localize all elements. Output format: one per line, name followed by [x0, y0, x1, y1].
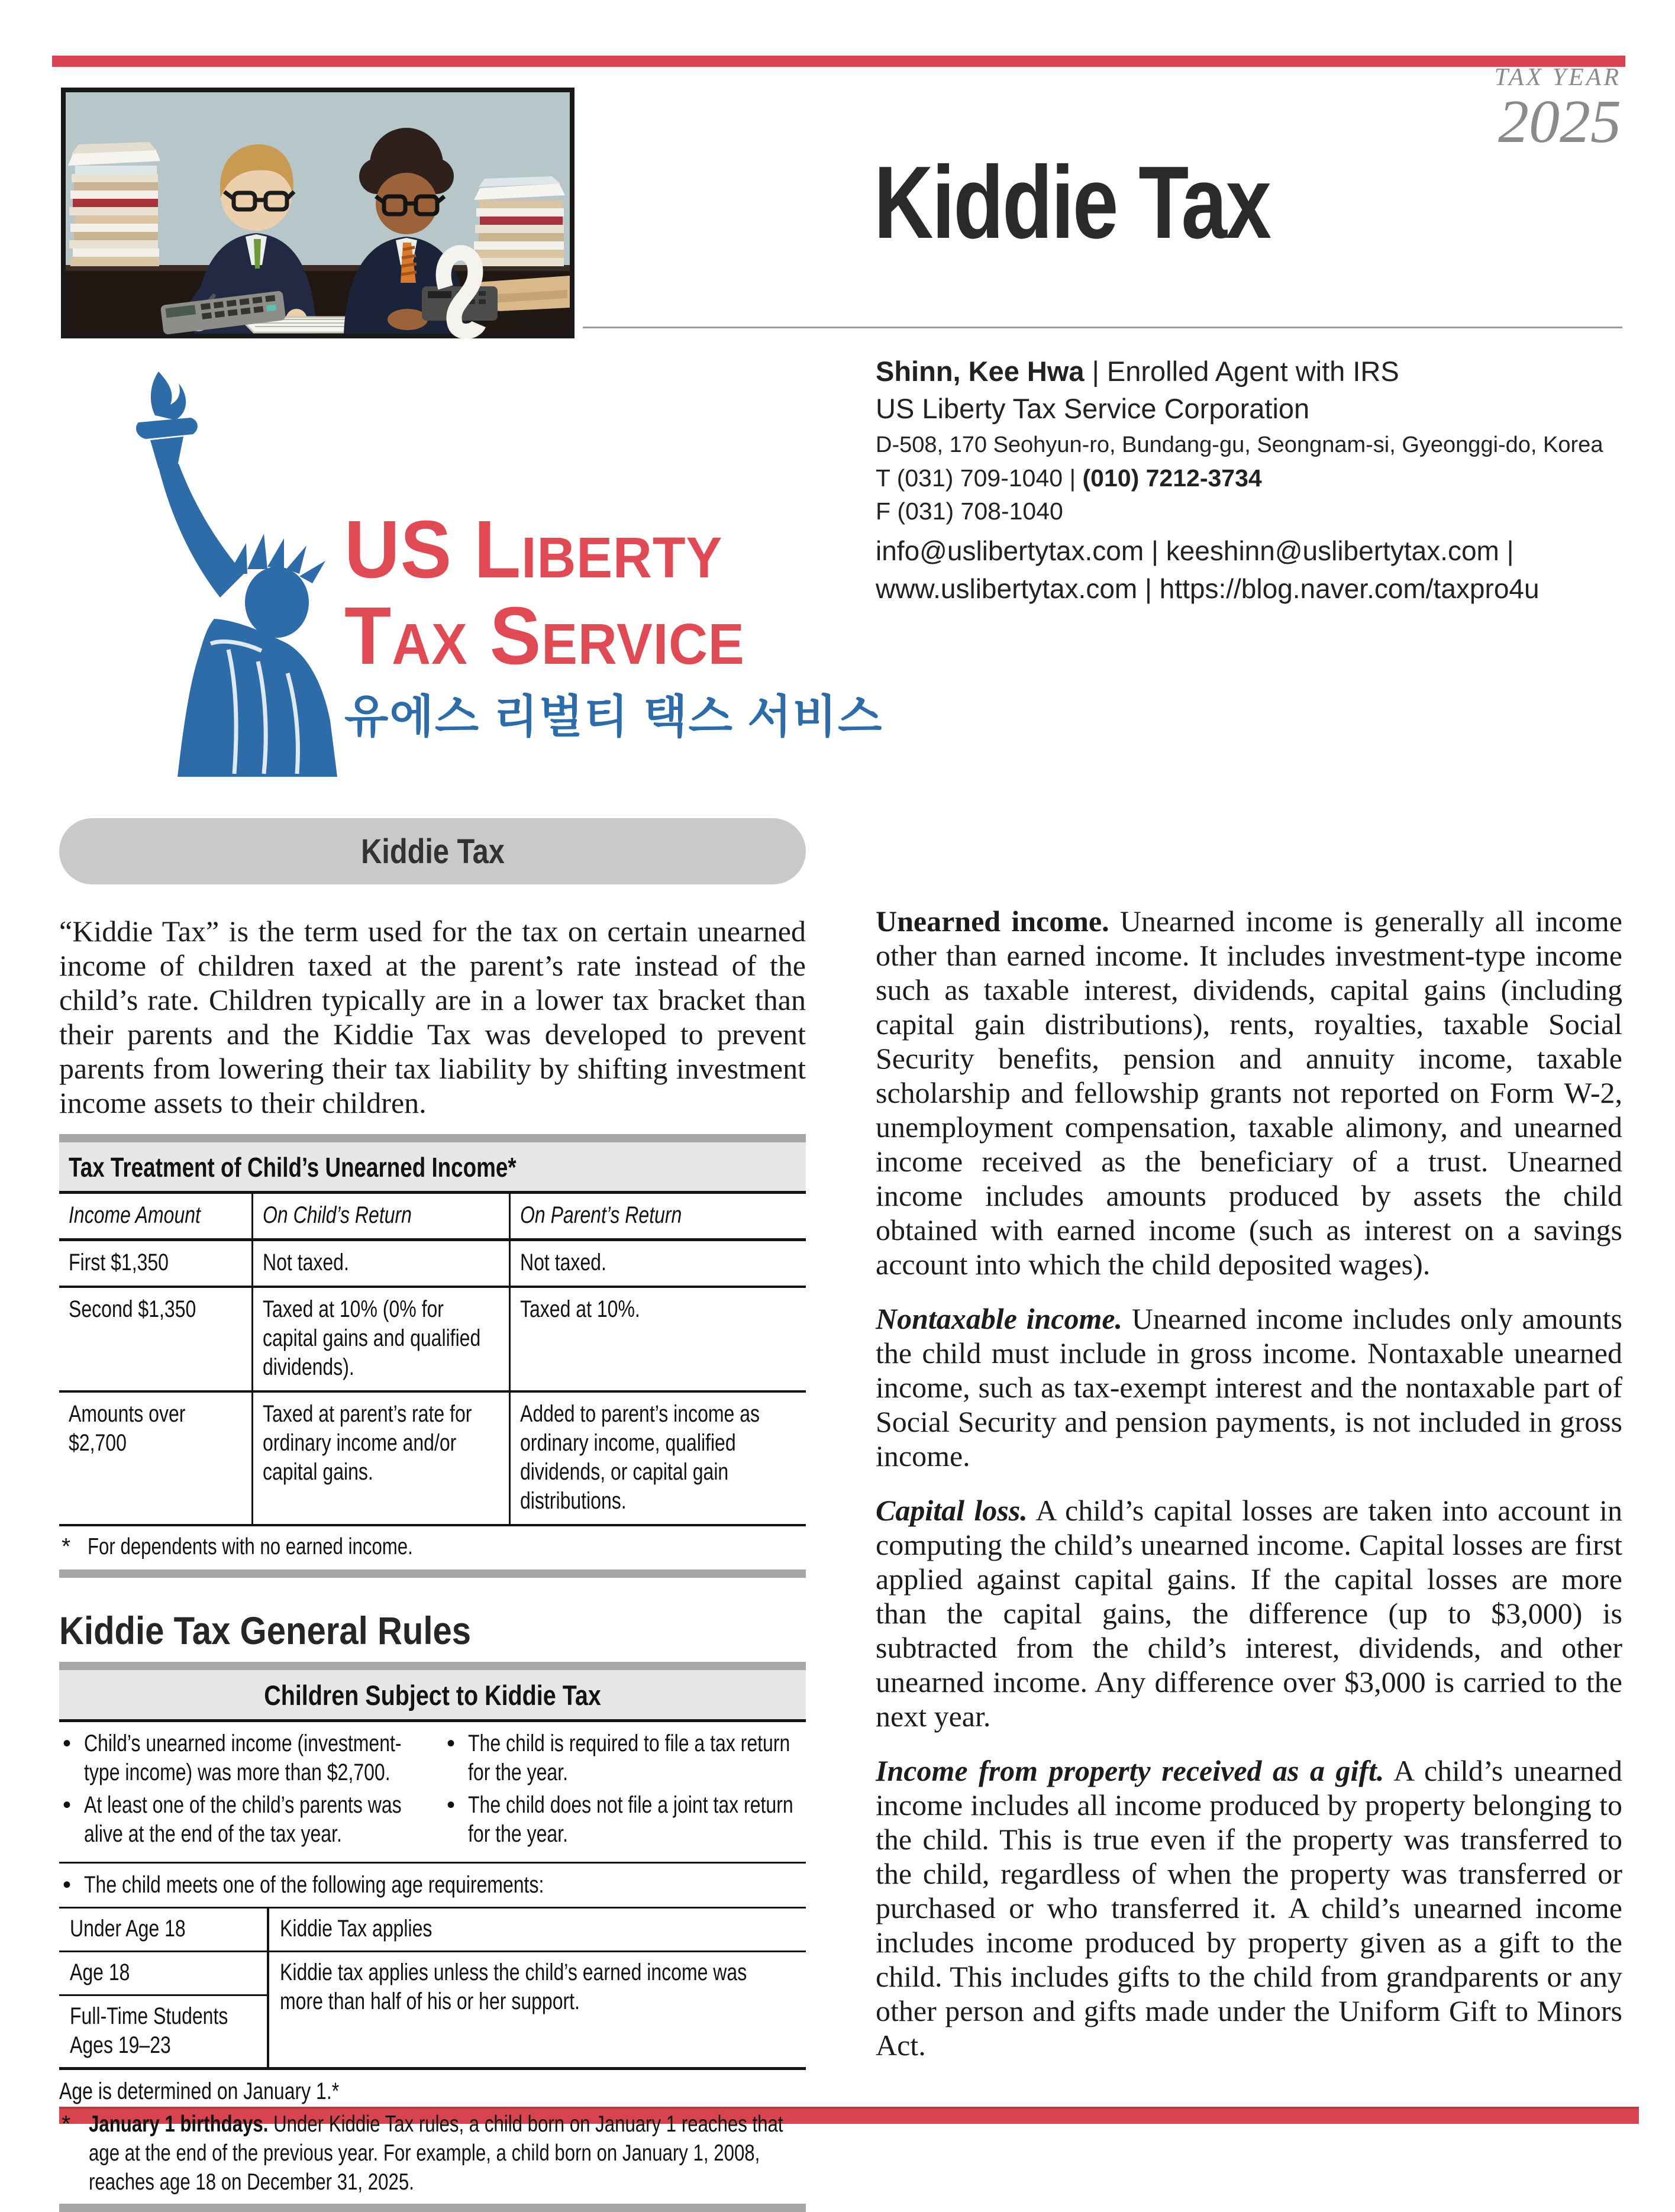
table-cell: Taxed at 10%.	[520, 1296, 641, 1322]
table-row	[59, 1952, 806, 1995]
col-header: On Parent’s Return	[520, 1202, 682, 1228]
intro-paragraph: “Kiddie Tax” is the term used for the tax on certain unearned income of children taxed at the parent’s rate instead of the child’s rate. Children typically are in a lower tax bracket than their parents and the Kiddie Tax was developed to prevent parents from lowering their tax liability by shifting investment income assets to their children.	[59, 915, 806, 1119]
hero-photo	[61, 88, 575, 338]
col-header: Income Amount	[59, 1194, 253, 1238]
article-gift-property	[876, 1754, 1622, 2062]
table-top-bar	[59, 1662, 806, 1670]
tax-year-label: TAX YEAR	[1494, 64, 1621, 91]
unearned-income-table	[59, 1134, 806, 1578]
table-cell: Taxed at parent’s rate for ordinary income and/or capital gains.	[253, 1393, 511, 1524]
table1-title: Tax Treatment of Child’s Unearned Income*	[59, 1142, 806, 1194]
logo-korean: 유에스 리벌티 택스 서비스	[344, 692, 883, 742]
table-row	[59, 1393, 806, 1526]
phone-office: T (031) 709-1040 |	[876, 464, 1083, 492]
children-subject-table	[59, 1662, 806, 2212]
table-cell: Not taxed.	[520, 1249, 607, 1275]
article-lead: Capital loss.	[876, 1494, 1028, 1527]
age-note: Age is determined on January 1.*	[59, 2078, 340, 2104]
table-bottom-bar	[59, 1570, 806, 1578]
page-title: Kiddie Tax	[874, 144, 1270, 260]
age-requirements-intro: • The child meets one of the following age requirements:	[59, 1862, 806, 1907]
article-lead: Nontaxable income.	[876, 1302, 1123, 1335]
bullets-right	[443, 1729, 806, 1852]
table2-footnote: * January 1 birthdays. Under Kiddie Tax rules, a child born on January 1 reaches that age at the end of the previous year. For example, a child born on January 1, 2008, reaches age 18 on December 31, 2025.	[62, 2111, 783, 2195]
section-pill-header	[59, 818, 806, 884]
logo-line2: Tax Service	[344, 590, 745, 682]
table-row	[59, 1908, 806, 1952]
fax-line: F (031) 708-1040	[876, 498, 1063, 525]
table2-title: Children Subject to Kiddie Tax	[59, 1670, 806, 1722]
website-line: www.uslibertytax.com | https://blog.naver.com/taxpro4u	[876, 573, 1540, 604]
list-item: • The child is required to file a tax return for the year.	[447, 1730, 790, 1785]
col-header: On Child’s Return	[253, 1194, 511, 1238]
table-cell: Full-Time Students Ages 19–23	[59, 1995, 268, 2069]
section-pill-title: Kiddie Tax	[360, 832, 505, 871]
right-column	[876, 904, 1622, 2082]
table-cell: Added to parent’s income as ordinary income, qualified dividends, or capital gain distributions.	[520, 1401, 760, 1514]
contact-block	[876, 357, 1651, 602]
table-cell: Kiddie tax applies unless the child’s earned income was more than half of his or her support.	[280, 1959, 747, 2014]
preparer-title: | Enrolled Agent with IRS	[1084, 356, 1399, 387]
tax-year-block	[1124, 64, 1621, 156]
tax-year-value: 2025	[1498, 88, 1621, 156]
general-rules-heading: Kiddie Tax General Rules	[59, 1609, 472, 1652]
article-lead: Income from property received as a gift.	[876, 1754, 1384, 1787]
article-unearned-income	[876, 904, 1622, 1281]
article-text: Unearned income includes only amounts the child must include in gross income. Nontaxable unearned income, such as tax-exempt interest and the nontaxable part of Social Security and pension payments, is not included in gross income.	[876, 1302, 1622, 1472]
table1-column-headers	[59, 1194, 806, 1241]
table-top-bar	[59, 1134, 806, 1142]
age-table	[59, 1907, 806, 2070]
article-capital-loss	[876, 1493, 1622, 1733]
table-cell: Amounts over $2,700	[59, 1393, 253, 1524]
kids-doing-taxes-photo	[61, 88, 575, 338]
company-address: D-508, 170 Seohyun-ro, Bundang-gu, Seongnam-si, Gyeonggi-do, Korea	[876, 432, 1603, 457]
table-cell: Age 18	[59, 1952, 268, 1995]
company-name: US Liberty Tax Service Corporation	[876, 393, 1310, 424]
table-cell: Second $1,350	[59, 1288, 253, 1390]
article-text: A child’s unearned income includes all income produced by property belonging to the child. This is true even if the property was transferred to the child, regardless of when the property was transferred or purchased or who transferred it. A child’s unearned income includes income produced by property given as a gift to the child. This includes gifts to the child from grandparents or any other person and gifts made under the Uniform Gift to Minors Act.	[876, 1754, 1622, 2062]
bullets-left	[59, 1729, 422, 1852]
article-lead: Unearned income.	[876, 905, 1109, 938]
company-logo	[89, 366, 883, 777]
article-text: A child’s capital losses are taken into account in computing the child’s unearned income. Capital losses are first applied against capital gains. If the capital losses are more than the capital gains, the difference (up to $3,000) is subtracted from the child’s interest, dividends, and other unearned income. Any difference over $3,000 is carried to the next year.	[876, 1494, 1623, 1733]
statue-of-liberty-icon	[89, 366, 343, 777]
article-nontaxable-income	[876, 1302, 1622, 1473]
left-column	[59, 818, 806, 2212]
logo-line1: US Liberty	[344, 504, 723, 595]
table-row	[59, 1288, 806, 1393]
list-item: • The child does not file a joint tax return for the year.	[447, 1792, 793, 1847]
criteria-bullets	[59, 1722, 806, 1862]
footnote-text: Under Kiddie Tax rules, a child born on January 1 reaches that age at the end of the previous year. For example, a child born on January 1, 2008, reaches age 18 on December 31, 2025.	[89, 2111, 783, 2195]
title-divider	[583, 327, 1622, 328]
preparer-name-line	[876, 357, 1651, 385]
table-bottom-bar	[59, 2204, 806, 2212]
footnote-lead: January 1 birthdays.	[89, 2111, 269, 2137]
preparer-name: Shinn, Kee Hwa	[876, 356, 1085, 387]
table-row	[59, 1241, 806, 1288]
logo-text	[344, 504, 883, 742]
table1-footnote: * For dependents with no earned income.	[62, 1534, 413, 1559]
table-cell: Taxed at 10% (0% for capital gains and qualified dividends).	[253, 1288, 511, 1390]
table-cell: First $1,350	[59, 1241, 253, 1286]
table-cell: Not taxed.	[253, 1241, 511, 1286]
list-item: • Child’s unearned income (investment-type income) was more than $2,700.	[63, 1730, 402, 1785]
table-cell: Kiddie Tax applies	[268, 1908, 806, 1952]
phone-mobile: (010) 7212-3734	[1082, 464, 1262, 492]
list-item: • At least one of the child’s parents was alive at the end of the tax year.	[63, 1792, 402, 1847]
phone-line	[876, 466, 1651, 490]
article-text: Unearned income is generally all income other than earned income. It includes investment-type income such as taxable interest, dividends, capital gains (including capital gain distributions), rents, royalties, taxable Social Security benefits, pension and annuity income, taxable scholarship and fellowship grants not reported on Form W-2, unemployment compensation, taxable alimony, and unearned income received as the beneficiary of a trust. Unearned income includes amounts produced by assets the child obtained with earned income (such as interest on a savings account into which the child deposited wages).	[876, 905, 1622, 1281]
table-cell: Under Age 18	[59, 1908, 268, 1952]
paper-stack-left	[68, 142, 160, 266]
email-line: info@uslibertytax.com | keeshinn@uslibertytax.com |	[876, 535, 1514, 566]
